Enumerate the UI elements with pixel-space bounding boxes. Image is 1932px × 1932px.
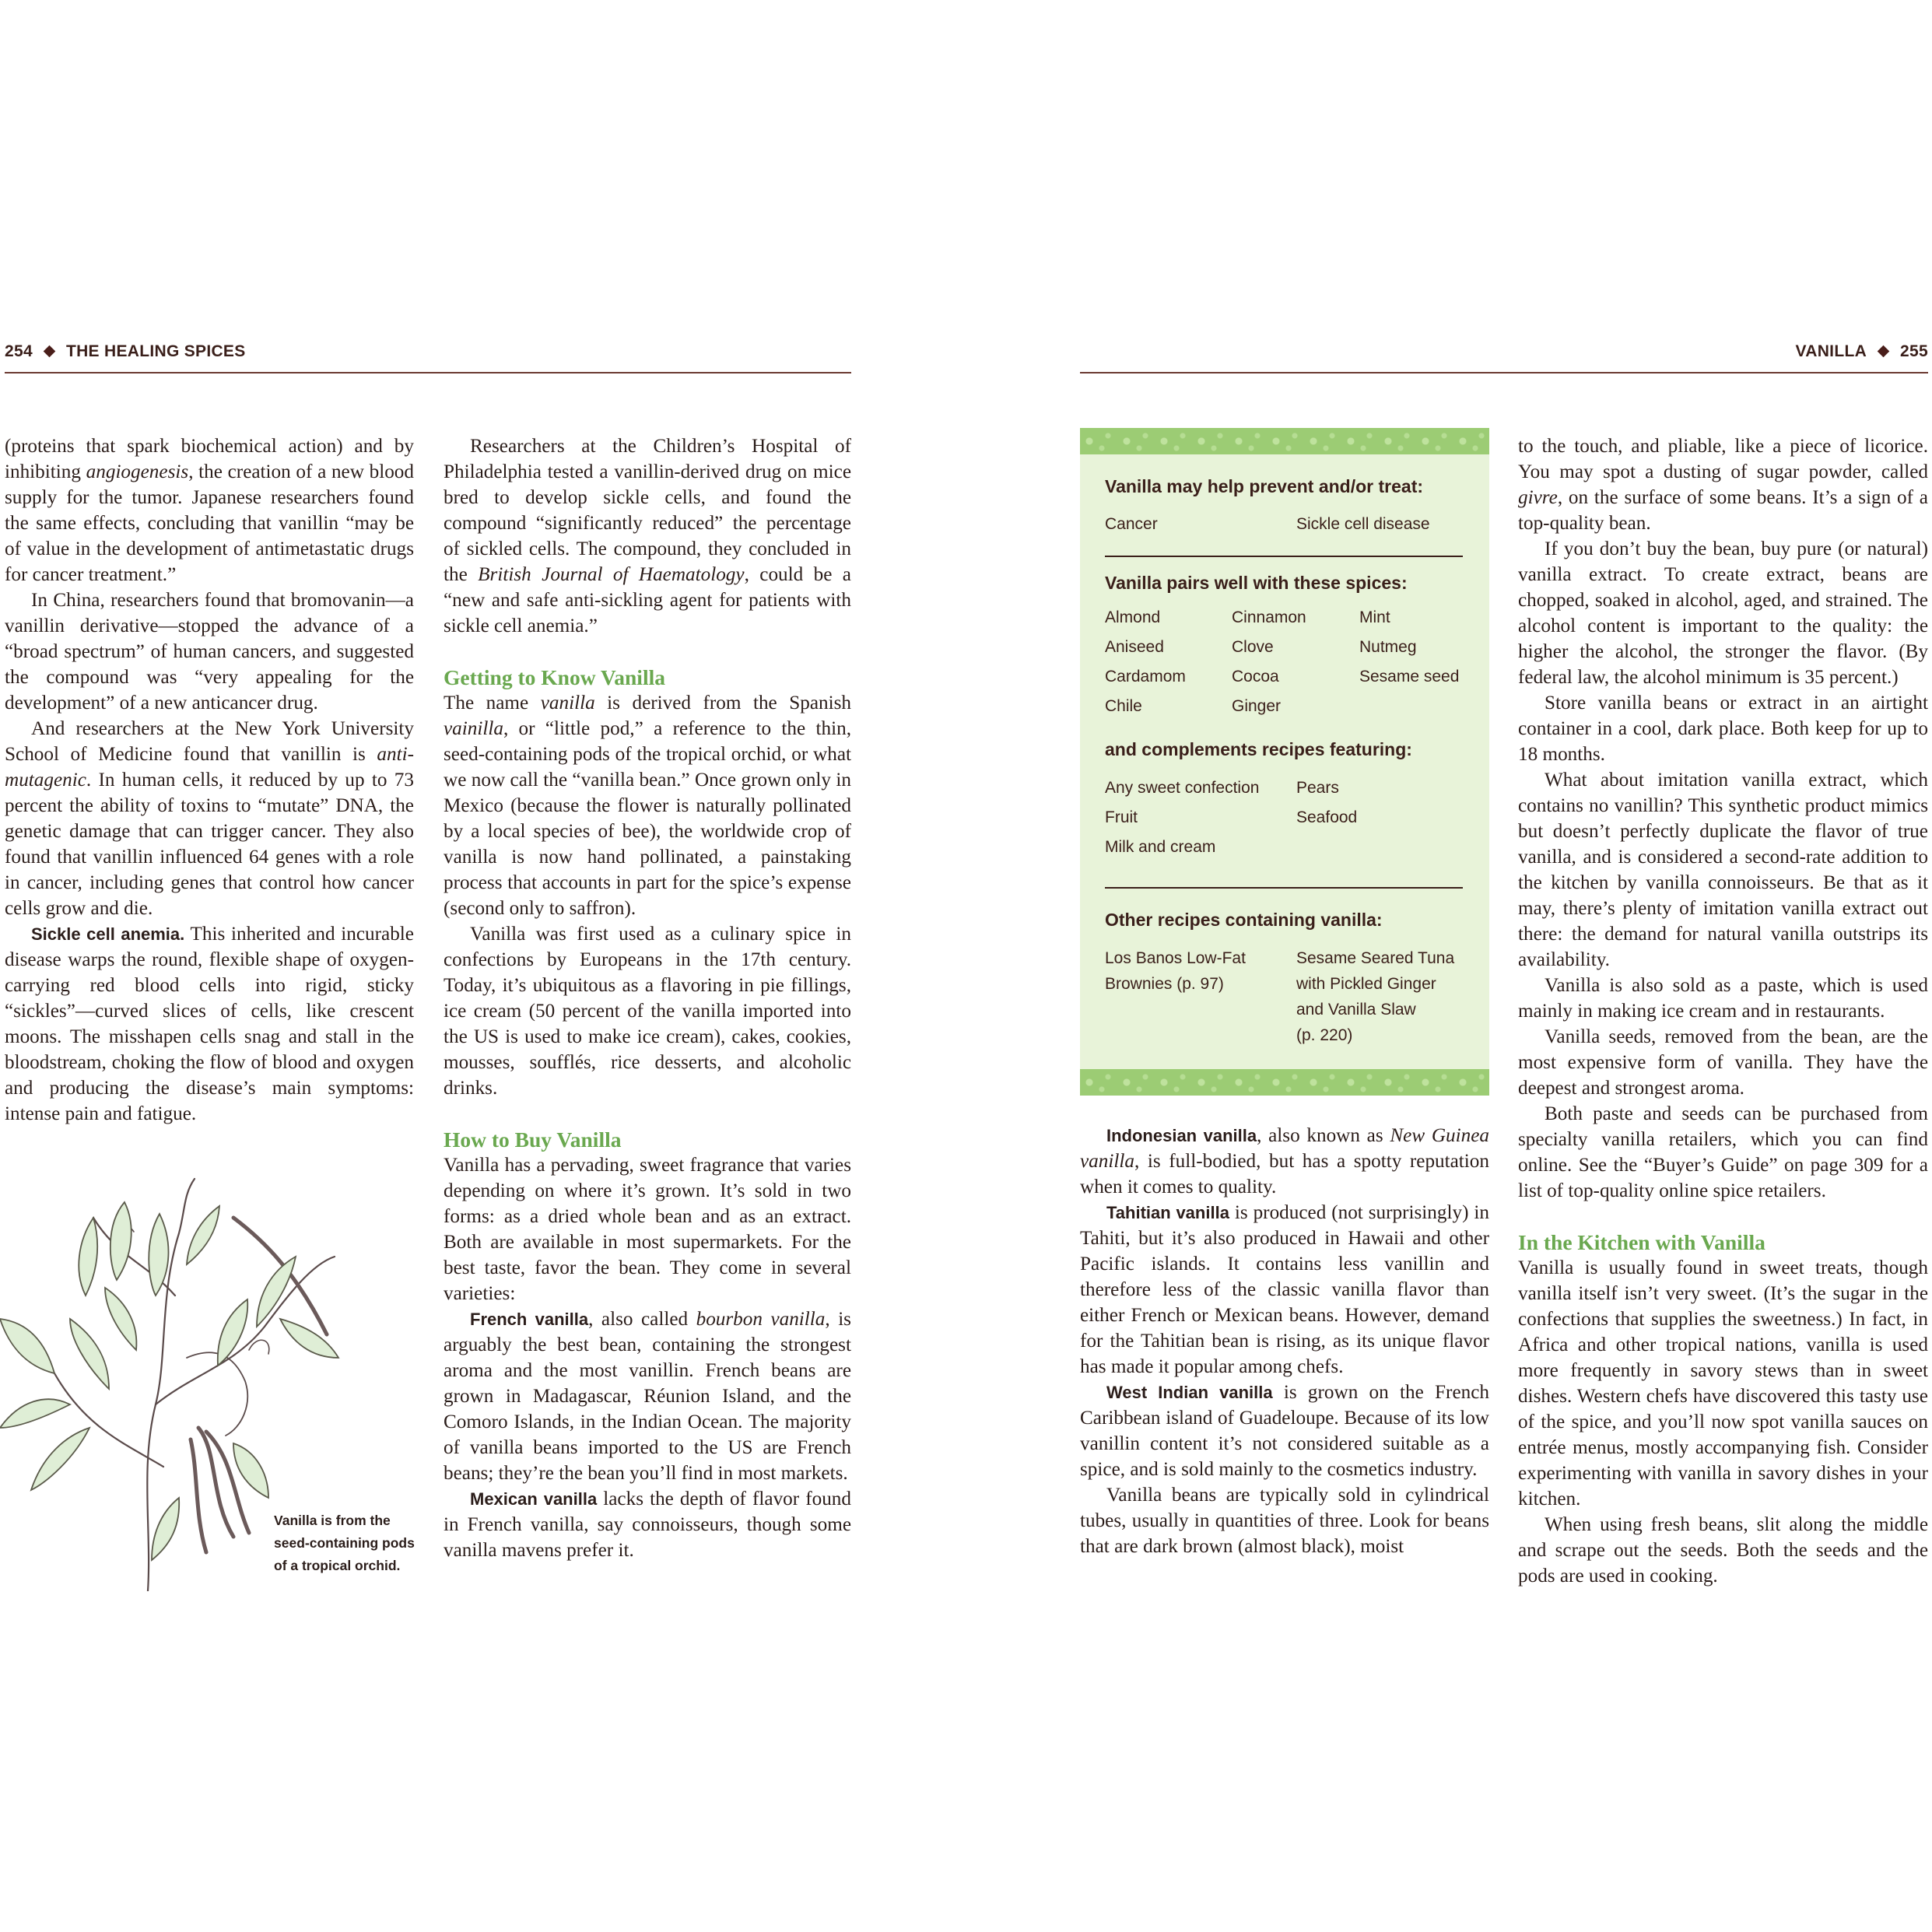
sidebar-item: Nutmeg [1359, 638, 1417, 656]
sidebar-item: Sickle cell disease [1296, 515, 1430, 533]
run-in-heading: Mexican vanilla [470, 1489, 598, 1509]
diamond-ornament-icon [44, 345, 56, 358]
paragraph: The name vanilla is derived from the Spanish vainilla, or “little pod,” a reference to the thin, seed-containing pods of the tropical orchid, or what we now call the “vanilla bean.” Once grown only in Mexico (because the flower is naturally pollinated by a local species of bee), the worldwide crop of vanilla is now hand pollinated, a painstaking process that accounts in part for the spice’s expense (second only to saffron). [444, 693, 851, 919]
left-header-rule [5, 372, 851, 373]
sidebar-item: Mint [1359, 608, 1390, 626]
sidebar-recipe-line: (p. 220) [1296, 1026, 1353, 1044]
sidebar-recipe-line: and Vanilla Slaw [1296, 1001, 1416, 1019]
left-running-title: THE HEALING SPICES [65, 342, 246, 360]
section-heading-how-to-buy: How to Buy Vanilla [444, 1127, 622, 1152]
sidebar-bottom-band [1080, 1069, 1489, 1096]
sidebar-item: Seafood [1296, 808, 1358, 826]
paragraph: Vanilla is also sold as a paste, which is used mainly in making ice cream and in restaurants. [1518, 975, 1928, 1022]
sidebar-item: Cocoa [1232, 668, 1279, 685]
paragraph: Vanilla is usually found in sweet treats, though vanilla itself isn’t very sweet. (It’s the sugar in the confections that supplies the sweetness.) In fact, in Africa and other tropical nations, vanilla is used more frequently in savory stews than in sweet dishes. Western chefs have discovered this tasty use of the spice, and you’ll now spot vanilla sauces on entrée menus, mostly accompanying fish. Consider experimenting with vanilla in savory dishes in your kitchen. [1518, 1257, 1928, 1509]
sidebar-item: Ginger [1232, 697, 1282, 715]
sidebar-heading-treat: Vanilla may help prevent and/or treat: [1105, 476, 1424, 496]
left-column-1 [5, 433, 414, 1127]
sidebar-heading-pairs: Vanilla pairs well with these spices: [1105, 573, 1408, 593]
sidebar-recipe-line: Sesame Seared Tuna [1296, 949, 1455, 967]
paragraph: And researchers at the New York University School of Medicine found that vanillin is antimutagenic. In human cells, it reduced by up to 73 percent the ability of toxins to “mutate” DNA, the genetic damage that can trigger cancer. They also found that vanillin influenced 64 genes with a role in cancer, including genes that control how cancer cells grow and die. [5, 718, 414, 919]
sidebar-item: Pears [1296, 779, 1339, 797]
diamond-ornament-icon [1878, 345, 1890, 358]
paragraph: Tahitian vanilla is produced (not surprisingly) in Tahiti, but it’s also produced in Hawaii and other Pacific islands. It contains less vanillin and therefore less of the classic vanilla flavor than either French or Mexican beans. However, demand for the Tahitian bean is rising, as its unique flavor has made it popular among chefs. [1080, 1202, 1489, 1377]
right-column-2 [1518, 433, 1928, 1589]
right-header-rule [1080, 372, 1928, 373]
run-in-heading: French vanilla [470, 1310, 589, 1329]
sidebar-item: Fruit [1105, 808, 1138, 826]
illustration-caption: Vanilla is from the seed-containing pods of a tropical orchid. [274, 1513, 415, 1573]
paragraph: If you don’t buy the bean, buy pure (or natural) vanilla extract. To create extract, beans are chopped, soaked in alcohol, aged, and strained. The alcohol content is important to the quality: the higher the alcohol, the stronger the flavor. (By federal law, the alcohol minimum is 35 percent.) [1518, 538, 1928, 688]
sidebar-item: Chile [1105, 697, 1142, 715]
paragraph: (proteins that spark biochemical action) and by inhibiting angiogenesis, the creation of a new blood supply for the tumor. Japanese researchers found the same effects, concluding that vanillin “may be of value in the development of antimetastatic drugs for cancer treatment.” [5, 436, 414, 585]
sidebar-divider [1105, 556, 1463, 557]
left-column-2 [444, 433, 851, 1563]
sidebar-item: Cancer [1105, 515, 1158, 533]
run-in-heading: West Indian vanilla [1106, 1383, 1273, 1402]
paragraph: In China, researchers found that bromovanin—a vanillin derivative—stopped the advance of a “broad spectrum” of human cancers, and suggested the compound was “very appealing for the development” of a new anticancer drug. [5, 590, 414, 714]
sidebar-item: Almond [1105, 608, 1161, 626]
left-page-number: 254 [5, 342, 33, 360]
sidebar-item: Any sweet confection [1105, 779, 1260, 797]
right-running-title: VANILLA [1795, 342, 1867, 360]
sidebar-recipe-line: Los Banos Low-Fat [1105, 949, 1246, 967]
right-page [1080, 0, 1932, 1932]
section-heading-getting-to-know: Getting to Know Vanilla [444, 665, 665, 689]
left-running-head [5, 342, 851, 373]
paragraph: French vanilla, also called bourbon vanilla, is arguably the best bean, containing the strongest aroma and the most vanillin. French beans are grown in Madagascar, Réunion Island, and the Comoro Islands, in the Indian Ocean. The majority of vanilla beans imported to the US are French beans; they’re the bean you’ll find in most markets. [444, 1309, 851, 1484]
sidebar-item: Clove [1232, 638, 1274, 656]
paragraph: Indonesian vanilla, also known as New Guinea vanilla, is full-bodied, but has a spotty reputation when it comes to quality. [1080, 1125, 1489, 1197]
paragraph: Vanilla was first used as a culinary spice in confections by Europeans in the 17th century. Today, it’s ubiquitous as a flavoring in pie fillings, ice cream (50 percent of the vanilla imported into the US is used to make ice cream), cakes, cookies, mousses, soufflés, rice desserts, and alcoholic drinks. [444, 924, 851, 1099]
sidebar-item: Cinnamon [1232, 608, 1306, 626]
paragraph: Vanilla seeds, removed from the bean, are the most expensive form of vanilla. They have the deepest and strongest aroma. [1518, 1026, 1928, 1099]
paragraph: Mexican vanilla lacks the depth of flavor found in French vanilla, say connoisseurs, though some vanilla mavens prefer it. [444, 1488, 851, 1561]
paragraph: Researchers at the Children’s Hospital of Philadelphia tested a vanillin-derived drug on mice bred to develop sickle cells, and found the compound “significantly reduced” the percentage of sickled cells. The compound, they concluded in the British Journal of Haematology, could be a “new and safe anti-sickling agent for patients with sickle cell anemia.” [444, 436, 851, 636]
run-in-heading: Sickle cell anemia. [31, 924, 185, 944]
left-page [0, 0, 856, 1932]
sidebar-item: Cardamom [1105, 668, 1186, 685]
sidebar-heading-other-recipes: Other recipes containing vanilla: [1105, 910, 1383, 930]
right-column-1 [1080, 1123, 1489, 1559]
sidebar-item: Sesame seed [1359, 668, 1460, 685]
paragraph: West Indian vanilla is grown on the French Caribbean island of Guadeloupe. Because of its low vanillin content it’s not considered suitable as a spice, and is sold mainly to the cosmetics industry. [1080, 1382, 1489, 1480]
paragraph: to the touch, and pliable, like a piece of licorice. You may spot a dusting of sugar powder, called givre, on the surface of some beans. It’s a sign of a top-quality bean. [1518, 436, 1928, 534]
paragraph: Vanilla has a pervading, sweet fragrance that varies depending on where it’s grown. It’s sold in two forms: as a dried whole bean and as an extract. Both are available in most supermarkets. For the best taste, favor the bean. They come in several varieties: [444, 1155, 851, 1304]
paragraph: Vanilla beans are typically sold in cylindrical tubes, usually in quantities of three. Look for beans that are dark brown (almost black), moist [1080, 1485, 1489, 1557]
right-page-number: 255 [1900, 342, 1928, 360]
sidebar-top-band [1080, 428, 1489, 454]
sidebar-item: Milk and cream [1105, 838, 1216, 856]
paragraph: Sickle cell anemia. This inherited and incurable disease warps the round, flexible shape of oxygen-carrying red blood cells into rigid, sticky “sickles”—curved slices of cells, like crescent moons. The misshapen cells snag and stall in the bloodstream, choking the flow of blood and oxygen and producing the disease’s main symptoms: intense pain and fatigue. [5, 924, 414, 1124]
right-running-head [1080, 342, 1928, 373]
sidebar-recipe-line: Brownies (p. 97) [1105, 975, 1224, 993]
sidebar-divider [1105, 887, 1463, 889]
paragraph: Both paste and seeds can be purchased from specialty vanilla retailers, which you can find online. See the “Buyer’s Guide” on page 309 for a list of top-quality online spice retailers. [1518, 1103, 1928, 1201]
section-heading-in-the-kitchen: In the Kitchen with Vanilla [1518, 1230, 1765, 1254]
vanilla-info-sidebar [1080, 428, 1489, 1096]
sidebar-item: Aniseed [1105, 638, 1164, 656]
run-in-heading: Indonesian vanilla [1106, 1126, 1257, 1145]
paragraph: What about imitation vanilla extract, which contains no vanillin? This synthetic product mimics but doesn’t perfectly duplicate the flavor of true vanilla, and is considered a second-rate addition to the kitchen by vanilla connoisseurs. Be that as it may, there’s plenty of imitation vanilla extract out there: the demand for natural vanilla outstrips its availability. [1518, 770, 1928, 970]
run-in-heading: Tahitian vanilla [1106, 1203, 1229, 1222]
sidebar-heading-complements: and complements recipes featuring: [1105, 739, 1412, 759]
paragraph: When using fresh beans, slit along the middle and scrape out the seeds. Both the seeds and the pods are used in cooking. [1518, 1514, 1928, 1587]
paragraph: Store vanilla beans or extract in an airtight container in a cool, dark place. Both keep for up to 18 months. [1518, 693, 1928, 765]
sidebar-recipe-line: with Pickled Ginger [1296, 975, 1436, 993]
